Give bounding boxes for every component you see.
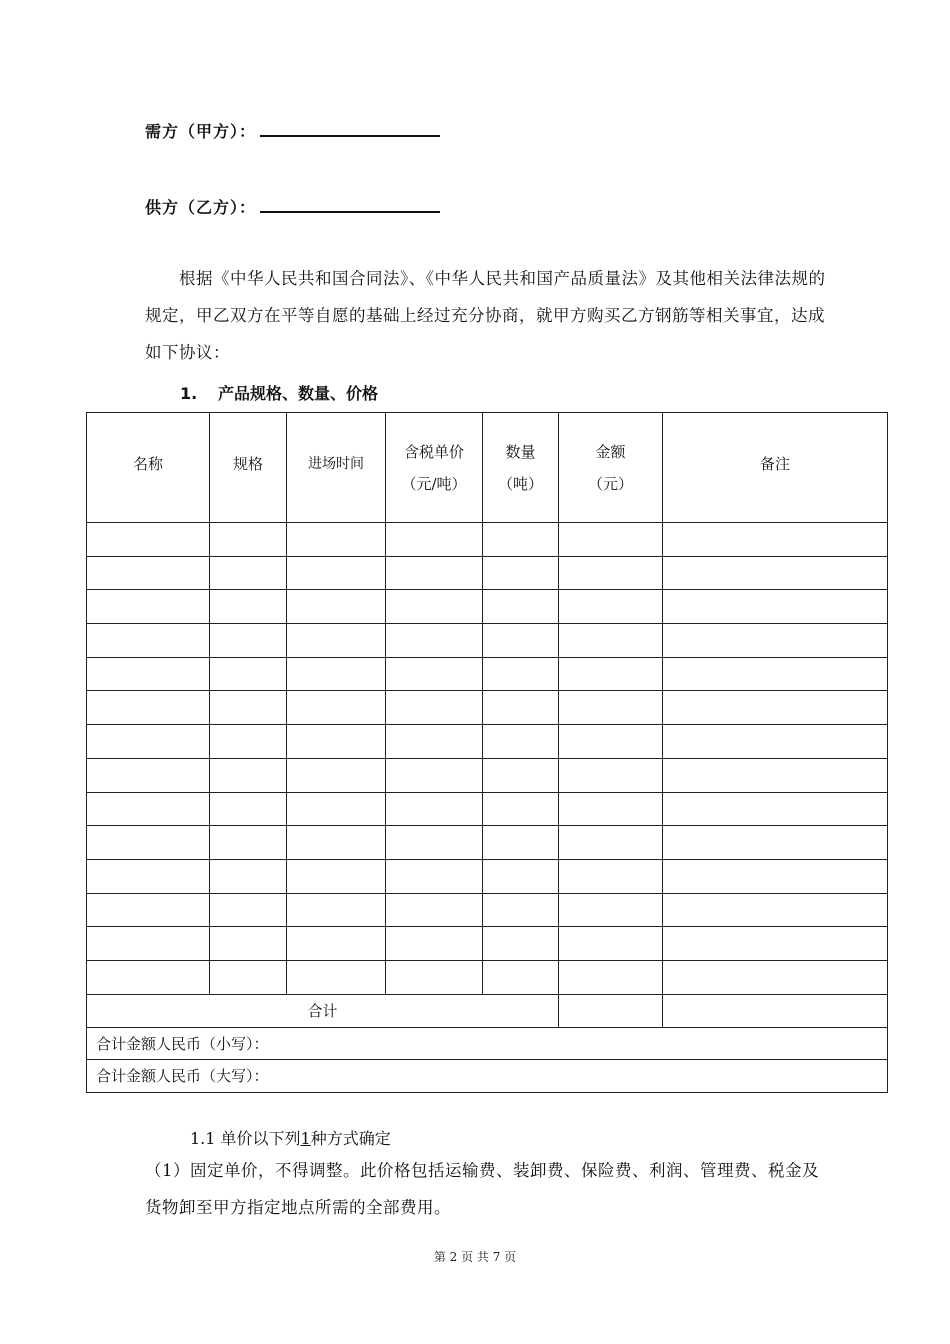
cell-name[interactable] bbox=[87, 590, 210, 624]
cell-unit-price[interactable] bbox=[386, 624, 483, 658]
table-row bbox=[87, 859, 888, 893]
section-1-1-prefix: 1.1 单价以下列 bbox=[190, 1129, 301, 1148]
table-row bbox=[87, 927, 888, 961]
section-1-number: 1. bbox=[180, 384, 198, 403]
cell-quantity[interactable] bbox=[483, 927, 559, 961]
cell-name[interactable] bbox=[87, 960, 210, 994]
cell-quantity[interactable] bbox=[483, 826, 559, 860]
cell-quantity[interactable] bbox=[483, 960, 559, 994]
table-header-row bbox=[87, 413, 888, 523]
section-1-1-suffix: 种方式确定 bbox=[310, 1129, 391, 1148]
cell-unit-price[interactable] bbox=[386, 859, 483, 893]
cell-remarks[interactable] bbox=[663, 927, 888, 961]
cell-entry-time[interactable] bbox=[287, 523, 386, 557]
cell-entry-time[interactable] bbox=[287, 960, 386, 994]
cell-quantity[interactable] bbox=[483, 657, 559, 691]
cell-spec[interactable] bbox=[210, 624, 287, 658]
cell-name[interactable] bbox=[87, 523, 210, 557]
cell-remarks[interactable] bbox=[663, 725, 888, 759]
cell-name[interactable] bbox=[87, 792, 210, 826]
table-body bbox=[87, 523, 888, 995]
cell-spec[interactable] bbox=[210, 523, 287, 557]
cell-entry-time[interactable] bbox=[287, 893, 386, 927]
supplier-party-line bbox=[145, 195, 440, 218]
cell-spec[interactable] bbox=[210, 826, 287, 860]
amount-uppercase-row bbox=[87, 1060, 888, 1093]
cell-remarks[interactable] bbox=[663, 893, 888, 927]
cell-amount[interactable] bbox=[559, 792, 663, 826]
amount-lowercase-row bbox=[87, 1027, 888, 1060]
supplier-name-blank[interactable] bbox=[260, 195, 440, 213]
table-row bbox=[87, 523, 888, 557]
cell-amount[interactable] bbox=[559, 859, 663, 893]
cell-entry-time[interactable] bbox=[287, 556, 386, 590]
cell-unit-price[interactable] bbox=[386, 657, 483, 691]
table-row bbox=[87, 657, 888, 691]
cell-unit-price[interactable] bbox=[386, 691, 483, 725]
cell-remarks[interactable] bbox=[663, 758, 888, 792]
cell-unit-price[interactable] bbox=[386, 523, 483, 557]
cell-amount[interactable] bbox=[559, 927, 663, 961]
cell-amount[interactable] bbox=[559, 691, 663, 725]
cell-spec[interactable] bbox=[210, 927, 287, 961]
cell-name[interactable] bbox=[87, 624, 210, 658]
cell-entry-time[interactable] bbox=[287, 859, 386, 893]
page-footer: 第 2 页 共 7 页 bbox=[433, 1250, 517, 1264]
product-table bbox=[86, 412, 888, 1093]
cell-name[interactable] bbox=[87, 927, 210, 961]
total-label: 合计 bbox=[87, 994, 559, 1027]
cell-amount[interactable] bbox=[559, 556, 663, 590]
cell-name[interactable] bbox=[87, 691, 210, 725]
cell-remarks[interactable] bbox=[663, 624, 888, 658]
cell-amount[interactable] bbox=[559, 624, 663, 658]
cell-entry-time[interactable] bbox=[287, 826, 386, 860]
cell-amount[interactable] bbox=[559, 758, 663, 792]
cell-entry-time[interactable] bbox=[287, 725, 386, 759]
cell-spec[interactable] bbox=[210, 556, 287, 590]
header-amount: 金额 （元） bbox=[559, 413, 663, 523]
cell-quantity[interactable] bbox=[483, 523, 559, 557]
cell-spec[interactable] bbox=[210, 725, 287, 759]
intro-paragraph bbox=[145, 260, 835, 371]
table-row bbox=[87, 893, 888, 927]
cell-name[interactable] bbox=[87, 556, 210, 590]
cell-unit-price[interactable] bbox=[386, 758, 483, 792]
cell-entry-time[interactable] bbox=[287, 624, 386, 658]
total-remarks-cell[interactable] bbox=[663, 994, 888, 1027]
table-row bbox=[87, 590, 888, 624]
cell-quantity[interactable] bbox=[483, 893, 559, 927]
buyer-label: 需方（甲方）： bbox=[145, 122, 257, 141]
cell-entry-time[interactable] bbox=[287, 691, 386, 725]
cell-unit-price[interactable] bbox=[386, 590, 483, 624]
cell-amount[interactable] bbox=[559, 725, 663, 759]
cell-entry-time[interactable] bbox=[287, 590, 386, 624]
section-1-1-heading bbox=[190, 1126, 391, 1149]
table-row bbox=[87, 725, 888, 759]
cell-quantity[interactable] bbox=[483, 624, 559, 658]
cell-quantity[interactable] bbox=[483, 691, 559, 725]
section-1-1-item-1 bbox=[145, 1152, 835, 1226]
header-name: 名称 bbox=[87, 413, 210, 523]
cell-quantity[interactable] bbox=[483, 590, 559, 624]
cell-entry-time[interactable] bbox=[287, 758, 386, 792]
cell-unit-price[interactable] bbox=[386, 960, 483, 994]
header-quantity: 数量 （吨） bbox=[483, 413, 559, 523]
header-unit-price: 含税单价 （元/吨） bbox=[386, 413, 483, 523]
cell-unit-price[interactable] bbox=[386, 927, 483, 961]
cell-entry-time[interactable] bbox=[287, 927, 386, 961]
cell-remarks[interactable] bbox=[663, 792, 888, 826]
header-remarks: 备注 bbox=[663, 413, 888, 523]
section-1-title: 产品规格、数量、价格 bbox=[218, 384, 379, 403]
cell-remarks[interactable] bbox=[663, 556, 888, 590]
cell-amount[interactable] bbox=[559, 657, 663, 691]
cell-amount[interactable] bbox=[559, 960, 663, 994]
cell-name[interactable] bbox=[87, 859, 210, 893]
cell-remarks[interactable] bbox=[663, 960, 888, 994]
cell-remarks[interactable] bbox=[663, 691, 888, 725]
cell-remarks[interactable] bbox=[663, 657, 888, 691]
cell-spec[interactable] bbox=[210, 590, 287, 624]
table-row bbox=[87, 792, 888, 826]
cell-unit-price[interactable] bbox=[386, 893, 483, 927]
cell-spec[interactable] bbox=[210, 657, 287, 691]
supplier-label: 供方（乙方）： bbox=[145, 198, 257, 217]
cell-spec[interactable] bbox=[210, 792, 287, 826]
cell-unit-price[interactable] bbox=[386, 792, 483, 826]
table-total-row bbox=[87, 994, 888, 1027]
cell-remarks[interactable] bbox=[663, 859, 888, 893]
cell-entry-time[interactable] bbox=[287, 792, 386, 826]
item-1-text: （1）固定单价，不得调整。此价格包括运输费、装卸费、保险费、利润、管理费、税金及货物卸至甲方指定地点所需的全部费用。 bbox=[145, 1161, 819, 1217]
cell-remarks[interactable] bbox=[663, 523, 888, 557]
cell-entry-time[interactable] bbox=[287, 657, 386, 691]
cell-amount[interactable] bbox=[559, 893, 663, 927]
buyer-party-line bbox=[145, 119, 440, 142]
cell-spec[interactable] bbox=[210, 859, 287, 893]
cell-spec[interactable] bbox=[210, 960, 287, 994]
cell-amount[interactable] bbox=[559, 523, 663, 557]
table-row bbox=[87, 960, 888, 994]
total-amount-cell[interactable] bbox=[559, 994, 663, 1027]
table-row bbox=[87, 624, 888, 658]
cell-unit-price[interactable] bbox=[386, 826, 483, 860]
section-1-heading bbox=[180, 381, 378, 404]
cell-amount[interactable] bbox=[559, 590, 663, 624]
table-row bbox=[87, 758, 888, 792]
cell-unit-price[interactable] bbox=[386, 556, 483, 590]
buyer-name-blank[interactable] bbox=[260, 119, 440, 137]
section-1-1-choice[interactable]: 1 bbox=[300, 1129, 311, 1148]
table-row bbox=[87, 556, 888, 590]
cell-quantity[interactable] bbox=[483, 859, 559, 893]
cell-quantity[interactable] bbox=[483, 758, 559, 792]
cell-remarks[interactable] bbox=[663, 590, 888, 624]
amount-lowercase-label[interactable]: 合计金额人民币（小写）： bbox=[87, 1027, 888, 1060]
cell-spec[interactable] bbox=[210, 691, 287, 725]
cell-remarks[interactable] bbox=[663, 826, 888, 860]
cell-name[interactable] bbox=[87, 893, 210, 927]
cell-unit-price[interactable] bbox=[386, 725, 483, 759]
table-row bbox=[87, 826, 888, 860]
amount-uppercase-label[interactable]: 合计金额人民币（大写）： bbox=[87, 1060, 888, 1093]
cell-amount[interactable] bbox=[559, 826, 663, 860]
intro-text: 根据《中华人民共和国合同法》、《中华人民共和国产品质量法》及其他相关法律法规的规定，甲乙双方在平等自愿的基础上经过充分协商，就甲方购买乙方钢筋等相关事宜，达成如下协议： bbox=[145, 269, 826, 362]
table-row bbox=[87, 691, 888, 725]
header-entry-time: 进场时间 bbox=[287, 413, 386, 523]
cell-quantity[interactable] bbox=[483, 725, 559, 759]
cell-name[interactable] bbox=[87, 826, 210, 860]
cell-name[interactable] bbox=[87, 657, 210, 691]
cell-name[interactable] bbox=[87, 725, 210, 759]
cell-name[interactable] bbox=[87, 758, 210, 792]
cell-spec[interactable] bbox=[210, 758, 287, 792]
header-spec: 规格 bbox=[210, 413, 287, 523]
cell-quantity[interactable] bbox=[483, 792, 559, 826]
cell-spec[interactable] bbox=[210, 893, 287, 927]
cell-quantity[interactable] bbox=[483, 556, 559, 590]
